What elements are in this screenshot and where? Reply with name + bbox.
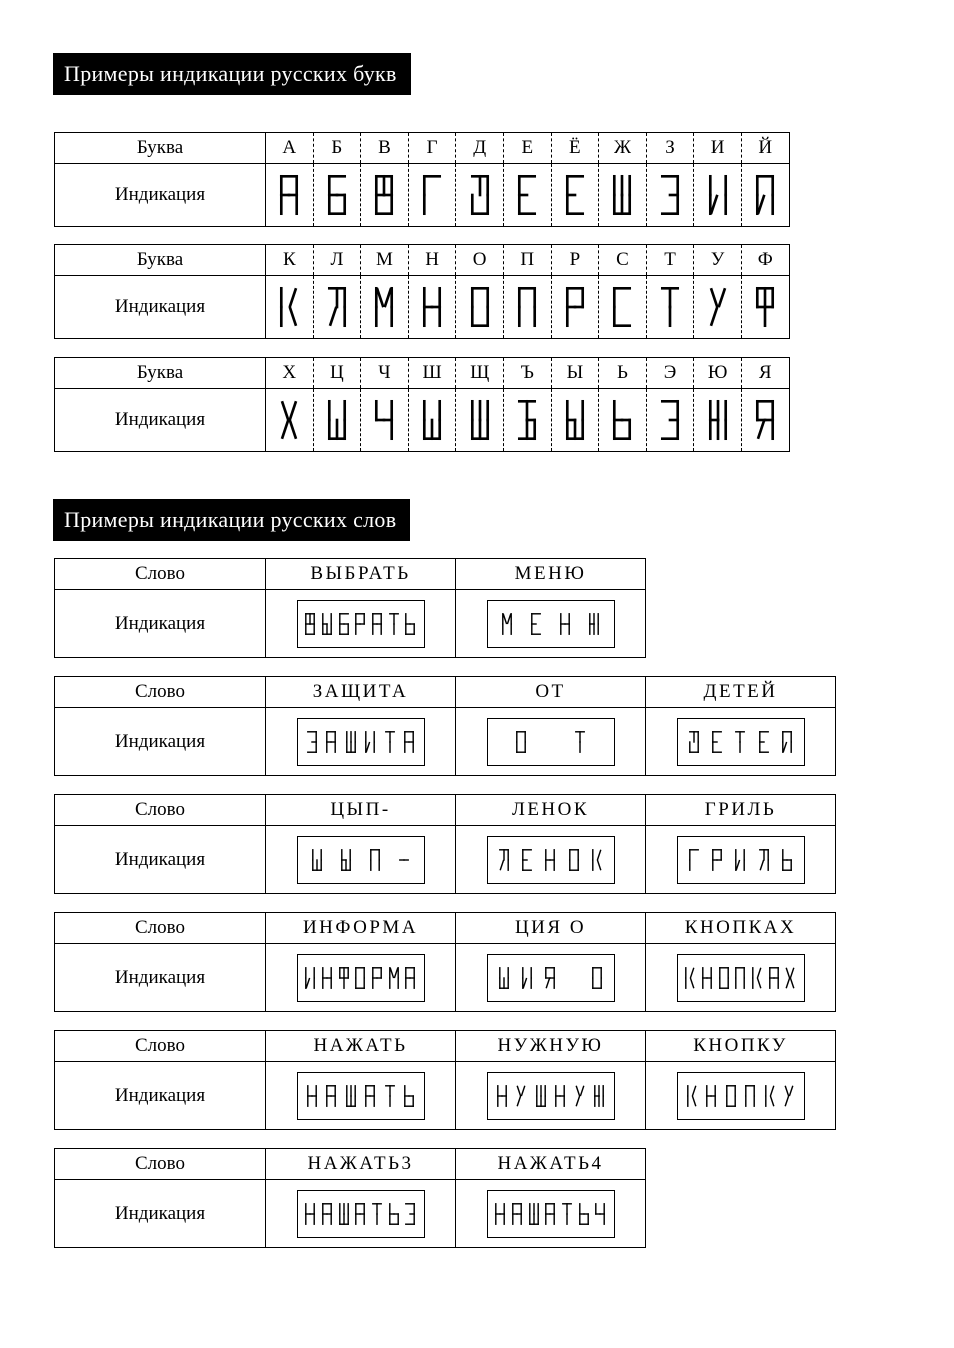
lcd-screen [487,1072,615,1120]
lcd-glyph [369,847,381,873]
lcd-glyph [559,611,571,637]
word-cell: ОТ [456,677,646,708]
display-row-label: Индикация [55,1180,266,1248]
letter-cell: А [266,133,314,164]
lcd-glyph [345,1083,357,1109]
words-table-2 [54,676,836,776]
lcd-glyph [611,171,633,219]
lcd-glyph [403,1083,415,1109]
word-cell: ГРИЛЬ [646,795,836,826]
lcd-screen [677,1072,805,1120]
lcd-glyph [516,171,538,219]
lcd-glyph [684,965,696,991]
word-cell: НУЖНУЮ [456,1031,646,1062]
lcd-glyph [707,283,729,331]
lcd-glyph [421,396,443,444]
letter-display-cell [599,164,647,227]
word-display-cell [456,826,646,894]
lcd-glyph [568,965,580,991]
letter-display-cell [741,164,789,227]
display-row-label: Индикация [55,389,266,452]
letter-display-cell [694,389,742,452]
letter-display-cell [551,276,599,339]
lcd-glyph [754,283,776,331]
word-cell: ЗАЩИТА [266,677,456,708]
letter-display-cell [456,164,504,227]
letter-display-cell [694,164,742,227]
letter-cell: Ж [599,133,647,164]
letter-display-cell [361,164,409,227]
words-table-5 [54,1030,836,1130]
lcd-glyph [758,729,770,755]
words-table-6 [54,1148,646,1248]
lcd-glyph [325,1083,337,1109]
letter-cell: Б [313,133,361,164]
letter-display-cell [599,276,647,339]
lcd-glyph [338,1201,350,1227]
lcd-glyph [521,965,533,991]
lcd-glyph [781,729,793,755]
lcd-glyph [688,729,700,755]
lcd-glyph [496,1083,508,1109]
lcd-glyph [611,283,633,331]
lcd-glyph [544,847,556,873]
lcd-glyph [404,1201,416,1227]
letter-cell: Ю [694,358,742,389]
lcd-glyph [371,965,383,991]
letter-cell: Э [646,358,694,389]
display-row-label: Индикация [55,276,266,339]
lcd-glyph [781,847,793,873]
word-display-cell [266,1180,456,1248]
lcd-glyph [373,283,395,331]
lcd-glyph [371,1201,383,1227]
letter-cell: Г [408,133,456,164]
lcd-glyph [311,847,323,873]
letters-table-1 [54,132,790,227]
letter-display-cell [503,276,551,339]
lcd-screen [297,718,425,766]
lcd-glyph [561,1201,573,1227]
word-row-label: Слово [55,795,266,826]
lcd-glyph [588,611,600,637]
word-display-cell [456,1180,646,1248]
letter-display-cell [408,164,456,227]
word-display-cell [646,1062,836,1130]
lcd-glyph [754,171,776,219]
lcd-glyph [421,171,443,219]
letter-display-cell [646,164,694,227]
lcd-screen [297,954,425,1002]
letter-display-cell [313,164,361,227]
lcd-glyph [611,396,633,444]
letter-cell: Р [551,245,599,276]
letter-display-cell [266,164,314,227]
lcd-glyph [591,847,603,873]
letter-display-cell [313,389,361,452]
letter-display-cell [551,164,599,227]
letter-display-cell [313,276,361,339]
lcd-glyph [701,965,713,991]
lcd-screen [487,836,615,884]
lcd-glyph [554,1083,566,1109]
lcd-glyph [404,611,416,637]
letter-display-cell [694,276,742,339]
letter-display-cell [503,389,551,452]
letter-cell: Т [646,245,694,276]
lcd-glyph [403,729,415,755]
lcd-glyph [544,1201,556,1227]
lcd-glyph [564,171,586,219]
word-cell: НАЖАТЬ4 [456,1149,646,1180]
words-table-3 [54,794,836,894]
letter-display-cell [361,276,409,339]
lcd-glyph [371,611,383,637]
lcd-glyph [384,1083,396,1109]
words-table-1 [54,558,646,658]
letter-row-label: Буква [55,133,266,164]
lcd-glyph [530,611,542,637]
lcd-glyph [725,1083,737,1109]
word-cell: КНОПКУ [646,1031,836,1062]
lcd-glyph [578,1201,590,1227]
lcd-glyph [591,965,603,991]
lcd-screen [677,954,805,1002]
lcd-glyph [516,396,538,444]
letter-display-cell [741,276,789,339]
word-cell: НАЖАТЬ3 [266,1149,456,1180]
lcd-glyph [659,171,681,219]
letter-cell: И [694,133,742,164]
display-row-label: Индикация [55,826,266,894]
letter-cell: Ё [551,133,599,164]
letter-cell: Ь [599,358,647,389]
letter-cell: У [694,245,742,276]
letters-section-title: Примеры индикации русских букв [53,53,411,95]
lcd-glyph [574,729,586,755]
word-cell: КНОПКАХ [646,913,836,944]
lcd-glyph [711,847,723,873]
word-cell: НАЖАТЬ [266,1031,456,1062]
display-row-label: Индикация [55,944,266,1012]
word-display-cell [266,1062,456,1130]
display-row-label: Индикация [55,590,266,658]
lcd-glyph [768,965,780,991]
lcd-glyph [568,847,580,873]
word-cell: ИНФОРМА [266,913,456,944]
lcd-glyph [783,1083,795,1109]
lcd-glyph [278,396,300,444]
lcd-glyph [564,396,586,444]
lcd-glyph [345,729,357,755]
letter-display-cell [646,276,694,339]
lcd-glyph [705,1083,717,1109]
lcd-glyph [325,729,337,755]
lcd-glyph [718,965,730,991]
display-row-label: Индикация [55,164,266,227]
letter-cell: Ц [313,358,361,389]
letter-display-cell [408,389,456,452]
word-row-label: Слово [55,677,266,708]
lcd-glyph [498,965,510,991]
lcd-glyph [278,283,300,331]
word-display-cell [456,590,646,658]
word-display-cell [646,944,836,1012]
lcd-glyph [338,611,350,637]
lcd-glyph [326,283,348,331]
lcd-glyph [707,396,729,444]
lcd-glyph [784,965,796,991]
letter-display-cell [646,389,694,452]
letter-cell: Щ [456,358,504,389]
letter-display-cell [741,389,789,452]
lcd-glyph [515,729,527,755]
lcd-screen [487,954,615,1002]
lcd-glyph [535,1083,547,1109]
lcd-screen [677,836,805,884]
lcd-glyph [659,283,681,331]
lcd-glyph [388,611,400,637]
word-cell: ДЕТЕЙ [646,677,836,708]
letter-cell: З [646,133,694,164]
lcd-glyph [364,729,376,755]
lcd-glyph [564,283,586,331]
lcd-glyph [593,1083,605,1109]
letter-cell: П [503,245,551,276]
lcd-glyph [744,1083,756,1109]
lcd-glyph [544,965,556,991]
letter-cell: Ы [551,358,599,389]
letter-display-cell [551,389,599,452]
lcd-glyph [469,396,491,444]
lcd-glyph [373,171,395,219]
lcd-glyph [384,729,396,755]
lcd-glyph [734,729,746,755]
lcd-glyph [515,1083,527,1109]
words-section-title: Примеры индикации русских слов [53,499,410,541]
letter-display-cell [408,276,456,339]
lcd-glyph [498,847,510,873]
letter-cell: Х [266,358,314,389]
lcd-glyph [326,396,348,444]
letter-display-cell [599,389,647,452]
lcd-screen [297,836,425,884]
letter-display-cell [456,389,504,452]
letter-display-cell [503,164,551,227]
letter-row-label: Буква [55,245,266,276]
lcd-glyph [707,171,729,219]
lcd-glyph [659,396,681,444]
lcd-glyph [469,283,491,331]
word-display-cell [266,826,456,894]
word-display-cell [266,944,456,1012]
letter-cell: В [361,133,409,164]
letter-cell: Н [408,245,456,276]
lcd-glyph [321,611,333,637]
letter-cell: Ш [408,358,456,389]
word-row-label: Слово [55,1149,266,1180]
lcd-screen [487,600,615,648]
lcd-glyph [304,965,316,991]
lcd-screen [297,600,425,648]
lcd-screen [297,1190,425,1238]
lcd-screen [487,718,615,766]
lcd-glyph [469,171,491,219]
lcd-glyph [734,847,746,873]
letter-cell: М [361,245,409,276]
letter-cell: Л [313,245,361,276]
lcd-glyph [338,965,350,991]
lcd-glyph [494,1201,506,1227]
lcd-glyph [516,283,538,331]
lcd-glyph [304,611,316,637]
word-cell: МЕНЮ [456,559,646,590]
letter-display-cell [266,276,314,339]
lcd-glyph [511,1201,523,1227]
lcd-glyph [321,965,333,991]
word-cell: ЦЫП- [266,795,456,826]
word-display-cell [266,590,456,658]
lcd-glyph [764,1083,776,1109]
lcd-glyph [688,847,700,873]
word-display-cell [646,708,836,776]
lcd-glyph [306,1083,318,1109]
lcd-glyph [734,965,746,991]
lcd-glyph [421,283,443,331]
lcd-glyph [321,1201,333,1227]
lcd-glyph [304,1201,316,1227]
lcd-glyph [521,847,533,873]
lcd-glyph [388,1201,400,1227]
words-table-4 [54,912,836,1012]
lcd-glyph [306,729,318,755]
letter-cell: К [266,245,314,276]
display-row-label: Индикация [55,1062,266,1130]
lcd-glyph [354,1201,366,1227]
letter-cell: О [456,245,504,276]
word-cell: ВЫБРАТЬ [266,559,456,590]
lcd-glyph [388,965,400,991]
letter-cell: Я [741,358,789,389]
word-display-cell [456,1062,646,1130]
lcd-glyph [326,171,348,219]
lcd-glyph [373,396,395,444]
lcd-glyph [404,965,416,991]
lcd-glyph [711,729,723,755]
word-display-cell [456,708,646,776]
word-cell: ЛЕНОК [456,795,646,826]
letter-cell: Ч [361,358,409,389]
letter-display-cell [361,389,409,452]
lcd-glyph [278,171,300,219]
letters-table-2 [54,244,790,339]
lcd-glyph [751,965,763,991]
letters-table-3 [54,357,790,452]
letter-cell: Ф [741,245,789,276]
display-row-label: Индикация [55,708,266,776]
lcd-glyph [574,1083,586,1109]
lcd-glyph [501,611,513,637]
letter-cell: С [599,245,647,276]
word-display-cell [456,944,646,1012]
letter-row-label: Буква [55,358,266,389]
lcd-glyph [686,1083,698,1109]
lcd-screen [487,1190,615,1238]
lcd-glyph [594,1201,606,1227]
lcd-glyph [340,847,352,873]
word-row-label: Слово [55,1031,266,1062]
letter-cell: Д [456,133,504,164]
lcd-glyph [528,1201,540,1227]
letter-cell: Ъ [503,358,551,389]
lcd-screen [297,1072,425,1120]
word-row-label: Слово [55,913,266,944]
lcd-glyph [354,965,366,991]
word-display-cell [266,708,456,776]
lcd-glyph [754,396,776,444]
word-display-cell [646,826,836,894]
letter-cell: Е [503,133,551,164]
lcd-glyph [354,611,366,637]
lcd-glyph [364,1083,376,1109]
word-row-label: Слово [55,559,266,590]
lcd-glyph [758,847,770,873]
lcd-glyph [398,847,410,873]
word-cell: ЦИЯ О [456,913,646,944]
letter-cell: Й [741,133,789,164]
lcd-screen [677,718,805,766]
letter-display-cell [266,389,314,452]
letter-display-cell [456,276,504,339]
